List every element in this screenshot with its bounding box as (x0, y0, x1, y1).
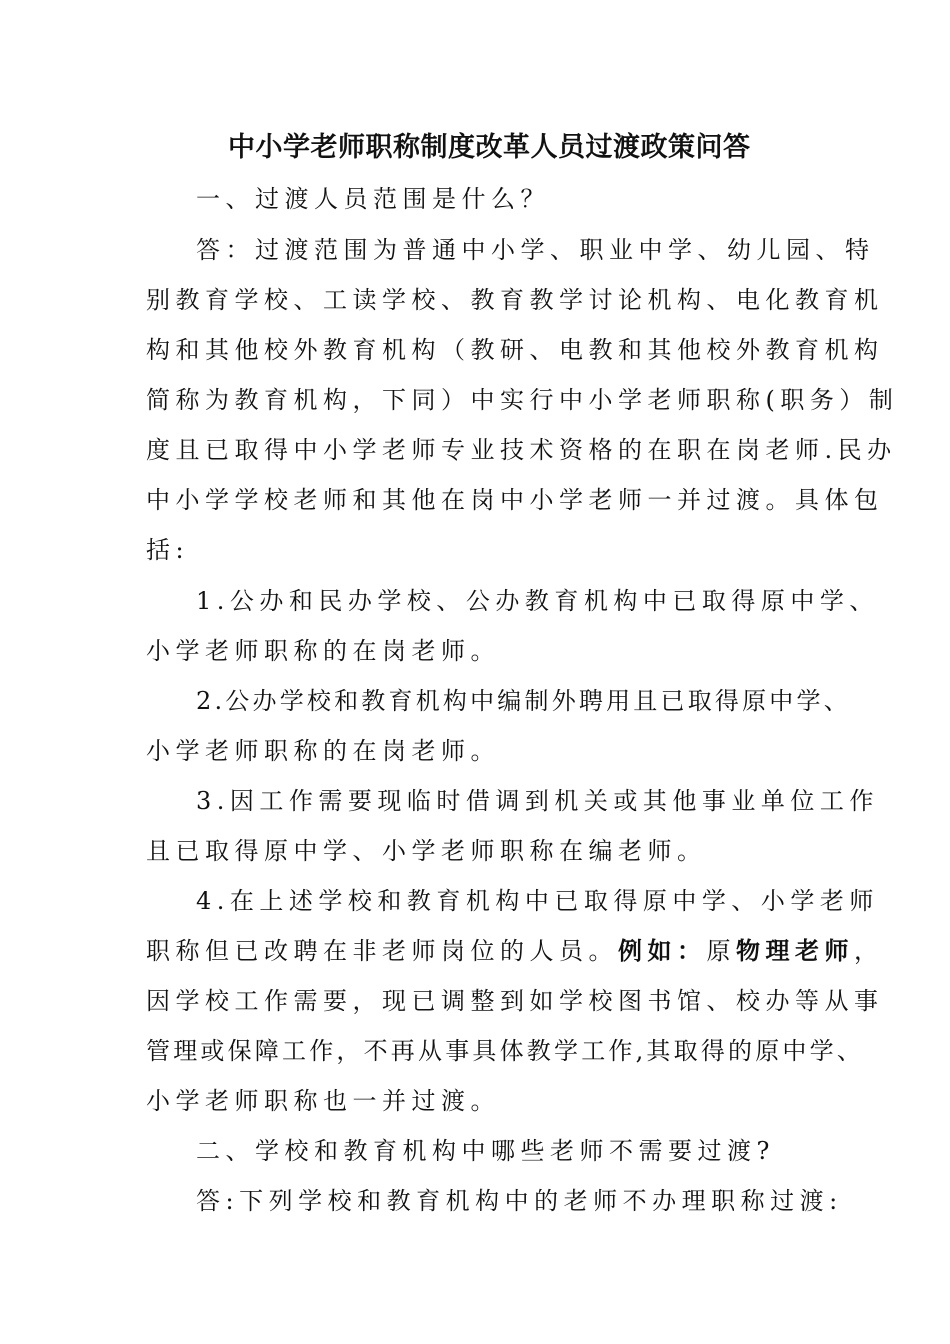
example-label: 例如： (618, 936, 707, 965)
answer-1-line: 构和其他校外教育机构（教研、电教和其他校外教育机构 (146, 336, 884, 364)
answer-1-line: 中小学学校老师和其他在岗中小学老师一并过渡。具体包 (146, 486, 884, 514)
item-1-line: 1.公办和民办学校、公办教育机构中已取得原中学、 (196, 587, 879, 615)
item-4-line (146, 934, 884, 968)
item-4-text: 原 (706, 937, 736, 965)
answer-1-line: 括: (146, 536, 190, 564)
item-4-line: 小学老师职称也一并过渡。 (146, 1087, 500, 1115)
item-4-line: 管理或保障工作，不再从事具体教学工作,其取得的原中学、 (146, 1037, 865, 1065)
example-subject: 物理老师 (736, 936, 854, 965)
item-4-line: 因学校工作需要，现已调整到如学校图书馆、校办等从事 (146, 987, 884, 1015)
item-3-line: 且已取得原中学、小学老师职称在编老师。 (146, 837, 707, 865)
answer-1-line: 度且已取得中小学老师专业技术资格的在职在岗老师.民办 (146, 436, 897, 464)
answer-1-line: 答：过渡范围为普通中小学、职业中学、幼儿园、特 (196, 236, 875, 264)
item-4-text: 职称但已改聘在非老师岗位的人员。 (146, 937, 618, 965)
item-4-text: ， (854, 937, 884, 965)
item-2-line: 2.公办学校和教育机构中编制外聘用且已取得原中学、 (196, 687, 851, 715)
answer-1-line: 别教育学校、工读学校、教育教学讨论机构、电化教育机 (146, 286, 884, 314)
answer-1-line: 简称为教育机构，下同）中实行中小学老师职称(职务）制 (146, 386, 899, 414)
question-1: 一、过渡人员范围是什么？ (196, 185, 550, 213)
document-title: 中小学老师职称制度改革人员过渡政策问答 (228, 132, 751, 163)
item-3-line: 3.因工作需要现临时借调到机关或其他事业单位工作 (196, 787, 879, 815)
item-4-line: 4.在上述学校和教育机构中已取得原中学、小学老师 (196, 887, 879, 915)
item-2-line: 小学老师职称的在岗老师。 (146, 737, 500, 765)
item-1-line: 小学老师职称的在岗老师。 (146, 637, 500, 665)
answer-2: 答:下列学校和教育机构中的老师不办理职称过渡: (196, 1187, 843, 1215)
question-2: 二、学校和教育机构中哪些老师不需要过渡? (196, 1137, 775, 1165)
